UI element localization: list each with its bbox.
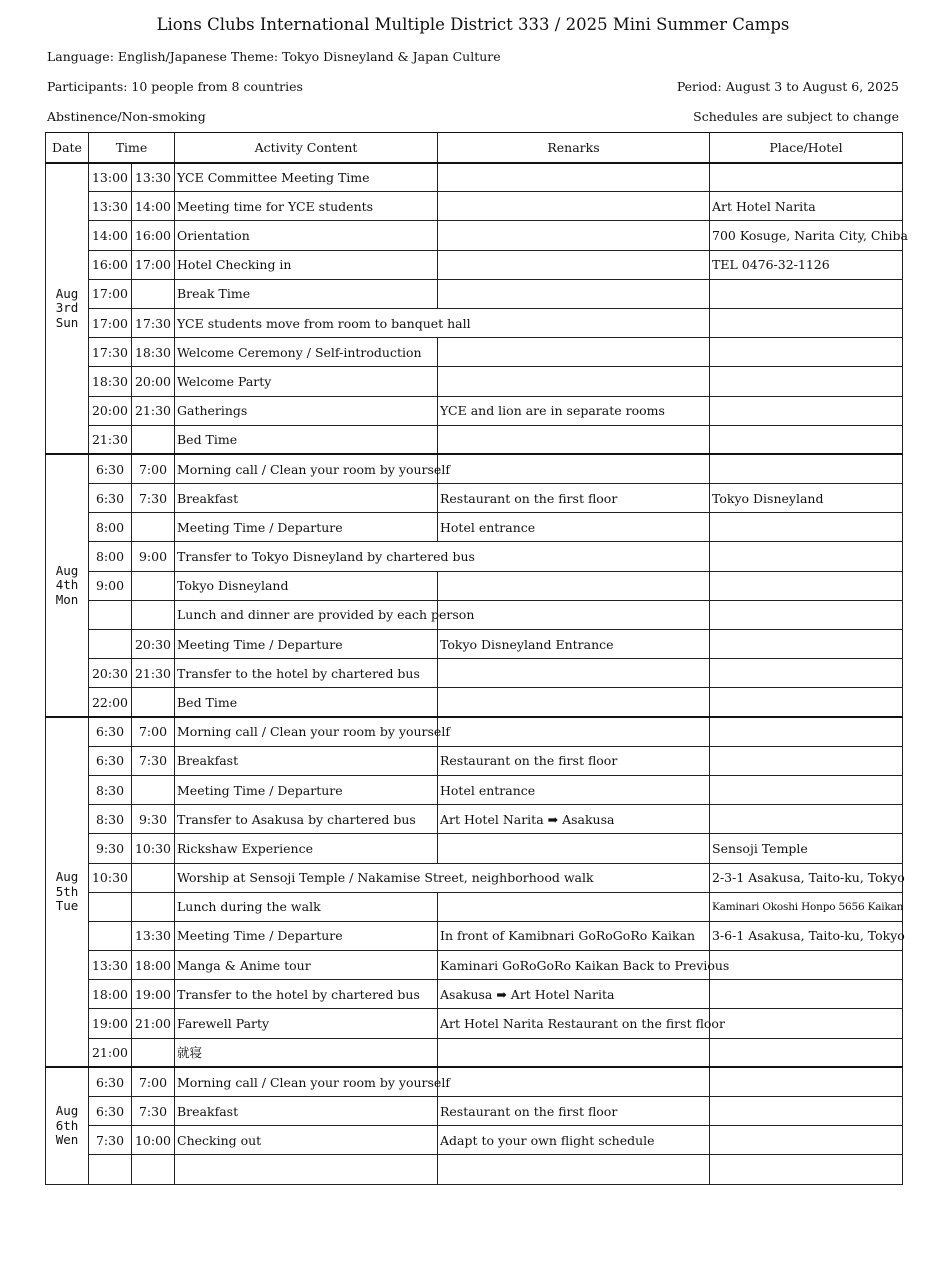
place-cell	[710, 308, 903, 337]
end-time-cell	[132, 279, 175, 308]
place-cell: Sensoji Temple	[710, 834, 903, 863]
activity-cell: Hotel Checking in	[175, 250, 438, 279]
place-cell	[710, 1126, 903, 1155]
start-time-cell: 17:00	[89, 308, 132, 337]
date-line: Wen	[55, 1132, 79, 1148]
end-time-cell	[132, 513, 175, 542]
activity-cell: Lunch during the walk	[175, 892, 438, 921]
start-time-cell: 6:30	[89, 1067, 132, 1096]
remarks-cell	[438, 892, 710, 921]
activity-cell	[175, 1155, 438, 1184]
place-cell	[710, 1067, 903, 1096]
end-time-cell	[132, 425, 175, 454]
table-row	[46, 542, 903, 571]
place-header: Place/Hotel	[710, 133, 903, 163]
table-row	[46, 571, 903, 600]
remarks-cell	[438, 659, 710, 688]
date-line: Aug	[55, 285, 79, 301]
table-row	[46, 1126, 903, 1155]
place-cell: Art Hotel Narita	[710, 192, 903, 221]
place-cell: 2-3-1 Asakusa, Taito-ku, Tokyo	[710, 863, 903, 892]
remarks-cell: YCE and lion are in separate rooms	[438, 396, 710, 425]
abstinence-note: Abstinence/Non-smoking	[47, 109, 206, 124]
table-row	[46, 863, 903, 892]
place-cell	[710, 279, 903, 308]
place-cell	[710, 1097, 903, 1126]
start-time-cell: 8:00	[89, 542, 132, 571]
end-time-cell: 7:00	[132, 717, 175, 746]
schedule-change-note: Schedules are subject to change	[693, 109, 899, 124]
place-cell	[710, 367, 903, 396]
end-time-cell	[132, 688, 175, 717]
place-cell	[710, 746, 903, 775]
start-time-cell: 22:00	[89, 688, 132, 717]
activity-cell: Bed Time	[175, 688, 438, 717]
table-row	[46, 192, 903, 221]
end-time-cell: 10:00	[132, 1126, 175, 1155]
date-line: 4th	[55, 577, 79, 593]
header-row	[46, 133, 903, 163]
activity-cell: Transfer to the hotel by chartered bus	[175, 980, 438, 1009]
place-cell	[710, 396, 903, 425]
remarks-cell: In front of Kamibnari GoRoGoRo Kaikan	[438, 921, 710, 950]
table-row	[46, 250, 903, 279]
table-row	[46, 1009, 903, 1038]
place-cell: Kaminari Okoshi Honpo 5656 Kaikan	[710, 892, 903, 921]
place-cell	[710, 1155, 903, 1184]
activity-cell: Morning call / Clean your room by yourself	[175, 717, 438, 746]
start-time-cell: 9:30	[89, 834, 132, 863]
end-time-cell	[132, 863, 175, 892]
end-time-cell: 13:30	[132, 921, 175, 950]
activity-cell: YCE students move from room to banquet hall	[175, 308, 710, 337]
schedule-table	[45, 132, 908, 1185]
start-time-cell	[89, 630, 132, 659]
activity-cell: Manga & Anime tour	[175, 951, 438, 980]
table-row	[46, 805, 903, 834]
date-cell	[46, 1067, 89, 1184]
table-row	[46, 1038, 903, 1067]
table-row	[46, 279, 903, 308]
end-time-cell	[132, 1155, 175, 1184]
table-row	[46, 951, 903, 980]
activity-cell: Morning call / Clean your room by yourself	[175, 1067, 438, 1096]
activity-cell: Transfer to the hotel by chartered bus	[175, 659, 438, 688]
end-time-cell	[132, 571, 175, 600]
end-time-cell: 19:00	[132, 980, 175, 1009]
participants: Participants: 10 people from 8 countries	[47, 79, 303, 94]
activity-cell: Welcome Ceremony / Self-introduction	[175, 338, 438, 367]
activity-cell: Transfer to Tokyo Disneyland by chartered bus	[175, 542, 710, 571]
activity-cell: Morning call / Clean your room by yourself	[175, 454, 438, 483]
date-line: 6th	[55, 1117, 79, 1133]
start-time-cell: 19:00	[89, 1009, 132, 1038]
start-time-cell: 18:30	[89, 367, 132, 396]
activity-cell: Break Time	[175, 279, 438, 308]
date-header: Date	[46, 133, 89, 163]
place-cell	[710, 163, 903, 192]
remarks-cell: Tokyo Disneyland Entrance	[438, 630, 710, 659]
remarks-cell: Asakusa ➡ Art Hotel Narita	[438, 980, 710, 1009]
end-time-cell: 13:30	[132, 163, 175, 192]
date-line: 5th	[55, 883, 79, 899]
activity-cell: Meeting Time / Departure	[175, 630, 438, 659]
start-time-cell	[89, 600, 132, 629]
place-cell	[710, 659, 903, 688]
remarks-cell: Kaminari GoRoGoRo Kaikan Back to Previous	[438, 951, 710, 980]
start-time-cell: 17:30	[89, 338, 132, 367]
end-time-cell: 21:30	[132, 396, 175, 425]
activity-cell: Tokyo Disneyland	[175, 571, 438, 600]
remarks-cell	[438, 338, 710, 367]
remarks-cell: Art Hotel Narita ➡ Asakusa	[438, 805, 710, 834]
table-row	[46, 163, 903, 192]
start-time-cell: 8:00	[89, 513, 132, 542]
table-row	[46, 659, 903, 688]
remarks-cell	[438, 571, 710, 600]
remarks-cell	[438, 221, 710, 250]
table-row	[46, 1155, 903, 1184]
table-row	[46, 630, 903, 659]
place-cell	[710, 775, 903, 804]
place-cell	[710, 338, 903, 367]
activity-cell: Bed Time	[175, 425, 438, 454]
date-line: Tue	[55, 898, 79, 914]
start-time-cell: 6:30	[89, 1097, 132, 1126]
remarks-cell	[438, 367, 710, 396]
place-cell: Tokyo Disneyland	[710, 484, 903, 513]
remarks-cell: Restaurant on the first floor	[438, 746, 710, 775]
remarks-cell: Adapt to your own flight schedule	[438, 1126, 710, 1155]
activity-cell: Breakfast	[175, 484, 438, 513]
table-row	[46, 454, 903, 483]
date-cell	[46, 717, 89, 1067]
remarks-cell	[438, 600, 710, 629]
table-row	[46, 746, 903, 775]
start-time-cell: 6:30	[89, 454, 132, 483]
start-time-cell: 17:00	[89, 279, 132, 308]
start-time-cell: 20:00	[89, 396, 132, 425]
table-row	[46, 980, 903, 1009]
time-header: Time	[89, 133, 175, 163]
end-time-cell	[132, 775, 175, 804]
place-cell	[710, 717, 903, 746]
remarks-cell	[438, 425, 710, 454]
table-row	[46, 1097, 903, 1126]
end-time-cell: 17:30	[132, 308, 175, 337]
date-line: 3rd	[55, 300, 79, 316]
remarks-header: Renarks	[438, 133, 710, 163]
start-time-cell	[89, 921, 132, 950]
start-time-cell: 21:30	[89, 425, 132, 454]
end-time-cell: 9:30	[132, 805, 175, 834]
remarks-cell: Restaurant on the first floor	[438, 1097, 710, 1126]
activity-cell: Farewell Party	[175, 1009, 438, 1038]
table-row	[46, 308, 903, 337]
activity-cell: Meeting Time / Departure	[175, 513, 438, 542]
start-time-cell: 13:30	[89, 192, 132, 221]
date-cell	[46, 454, 89, 717]
end-time-cell: 20:30	[132, 630, 175, 659]
remarks-cell	[438, 163, 710, 192]
activity-cell: 就寝	[175, 1038, 438, 1067]
table-row	[46, 221, 903, 250]
place-cell	[710, 688, 903, 717]
table-row	[46, 688, 903, 717]
activity-cell: Gatherings	[175, 396, 438, 425]
start-time-cell: 14:00	[89, 221, 132, 250]
activity-cell: Transfer to Asakusa by chartered bus	[175, 805, 438, 834]
start-time-cell	[89, 892, 132, 921]
date-line: Mon	[55, 591, 79, 607]
place-cell	[710, 980, 903, 1009]
activity-cell: YCE Committee Meeting Time	[175, 163, 438, 192]
end-time-cell: 7:00	[132, 454, 175, 483]
end-time-cell: 7:30	[132, 1097, 175, 1126]
end-time-cell: 7:30	[132, 746, 175, 775]
end-time-cell: 21:00	[132, 1009, 175, 1038]
date-line: Sun	[55, 314, 79, 330]
place-cell: 3-6-1 Asakusa, Taito-ku, Tokyo	[710, 921, 903, 950]
table-row	[46, 892, 903, 921]
remarks-cell	[438, 1155, 710, 1184]
end-time-cell: 7:30	[132, 484, 175, 513]
place-cell	[710, 1038, 903, 1067]
remarks-cell	[438, 279, 710, 308]
remarks-cell	[438, 1038, 710, 1067]
activity-header: Activity Content	[175, 133, 438, 163]
start-time-cell: 8:30	[89, 805, 132, 834]
start-time-cell: 13:30	[89, 951, 132, 980]
schedule-body	[46, 163, 908, 1185]
remarks-cell: Restaurant on the first floor	[438, 484, 710, 513]
start-time-cell: 6:30	[89, 746, 132, 775]
place-cell: TEL 0476-32-1126	[710, 250, 903, 279]
end-time-cell: 16:00	[132, 221, 175, 250]
table-row	[46, 834, 903, 863]
table-row	[46, 367, 903, 396]
table-row	[46, 396, 903, 425]
place-cell	[710, 951, 903, 980]
start-time-cell: 13:00	[89, 163, 132, 192]
remarks-cell	[438, 192, 710, 221]
date-line: Aug	[55, 869, 79, 885]
start-time-cell: 9:00	[89, 571, 132, 600]
table-row	[46, 484, 903, 513]
language-theme: Language: English/Japanese Theme: Tokyo Disneyland & Japan Culture	[47, 49, 501, 64]
remarks-cell	[438, 688, 710, 717]
start-time-cell: 18:00	[89, 980, 132, 1009]
end-time-cell: 10:30	[132, 834, 175, 863]
remarks-cell: Hotel entrance	[438, 775, 710, 804]
date-cell	[46, 163, 89, 455]
place-cell	[710, 630, 903, 659]
start-time-cell: 6:30	[89, 717, 132, 746]
end-time-cell	[132, 892, 175, 921]
activity-cell: Meeting Time / Departure	[175, 775, 438, 804]
end-time-cell: 20:00	[132, 367, 175, 396]
activity-cell: Orientation	[175, 221, 438, 250]
start-time-cell: 16:00	[89, 250, 132, 279]
end-time-cell: 18:00	[132, 951, 175, 980]
start-time-cell: 8:30	[89, 775, 132, 804]
start-time-cell	[89, 1155, 132, 1184]
start-time-cell: 7:30	[89, 1126, 132, 1155]
place-cell: 700 Kosuge, Narita City, Chiba	[710, 221, 903, 250]
table-row	[46, 921, 903, 950]
place-cell	[710, 513, 903, 542]
remarks-cell: Hotel entrance	[438, 513, 710, 542]
start-time-cell: 21:00	[89, 1038, 132, 1067]
end-time-cell: 17:00	[132, 250, 175, 279]
activity-cell: Meeting Time / Departure	[175, 921, 438, 950]
start-time-cell: 10:30	[89, 863, 132, 892]
table-row	[46, 775, 903, 804]
activity-cell: Rickshaw Experience	[175, 834, 438, 863]
place-cell	[710, 805, 903, 834]
activity-cell: Checking out	[175, 1126, 438, 1155]
activity-cell: Worship at Sensoji Temple / Nakamise Street, neighborhood walk	[175, 863, 710, 892]
date-line: Aug	[55, 562, 79, 578]
table-row	[46, 600, 903, 629]
remarks-cell	[438, 1067, 710, 1096]
place-cell	[710, 600, 903, 629]
start-time-cell: 6:30	[89, 484, 132, 513]
document-title: Lions Clubs International Multiple District 333 / 2025 Mini Summer Camps	[156, 15, 790, 34]
end-time-cell	[132, 1038, 175, 1067]
activity-cell: Lunch and dinner are provided by each person	[175, 600, 438, 629]
table-row	[46, 513, 903, 542]
place-cell	[710, 571, 903, 600]
activity-cell: Breakfast	[175, 746, 438, 775]
place-cell	[710, 542, 903, 571]
remarks-cell: Art Hotel Narita Restaurant on the first floor	[438, 1009, 710, 1038]
remarks-cell	[438, 717, 710, 746]
remarks-cell	[438, 454, 710, 483]
table-row	[46, 717, 903, 746]
date-line: Aug	[55, 1103, 79, 1119]
end-time-cell: 18:30	[132, 338, 175, 367]
table-row	[46, 425, 903, 454]
end-time-cell: 21:30	[132, 659, 175, 688]
place-cell	[710, 1009, 903, 1038]
end-time-cell: 7:00	[132, 1067, 175, 1096]
activity-cell: Breakfast	[175, 1097, 438, 1126]
table-row	[46, 1067, 903, 1096]
period: Period: August 3 to August 6, 2025	[676, 79, 899, 94]
start-time-cell: 20:30	[89, 659, 132, 688]
end-time-cell: 9:00	[132, 542, 175, 571]
activity-cell: Meeting time for YCE students	[175, 192, 438, 221]
place-cell	[710, 454, 903, 483]
end-time-cell	[132, 600, 175, 629]
remarks-cell	[438, 834, 710, 863]
remarks-cell	[438, 250, 710, 279]
table-row	[46, 338, 903, 367]
place-cell	[710, 425, 903, 454]
activity-cell: Welcome Party	[175, 367, 438, 396]
end-time-cell: 14:00	[132, 192, 175, 221]
